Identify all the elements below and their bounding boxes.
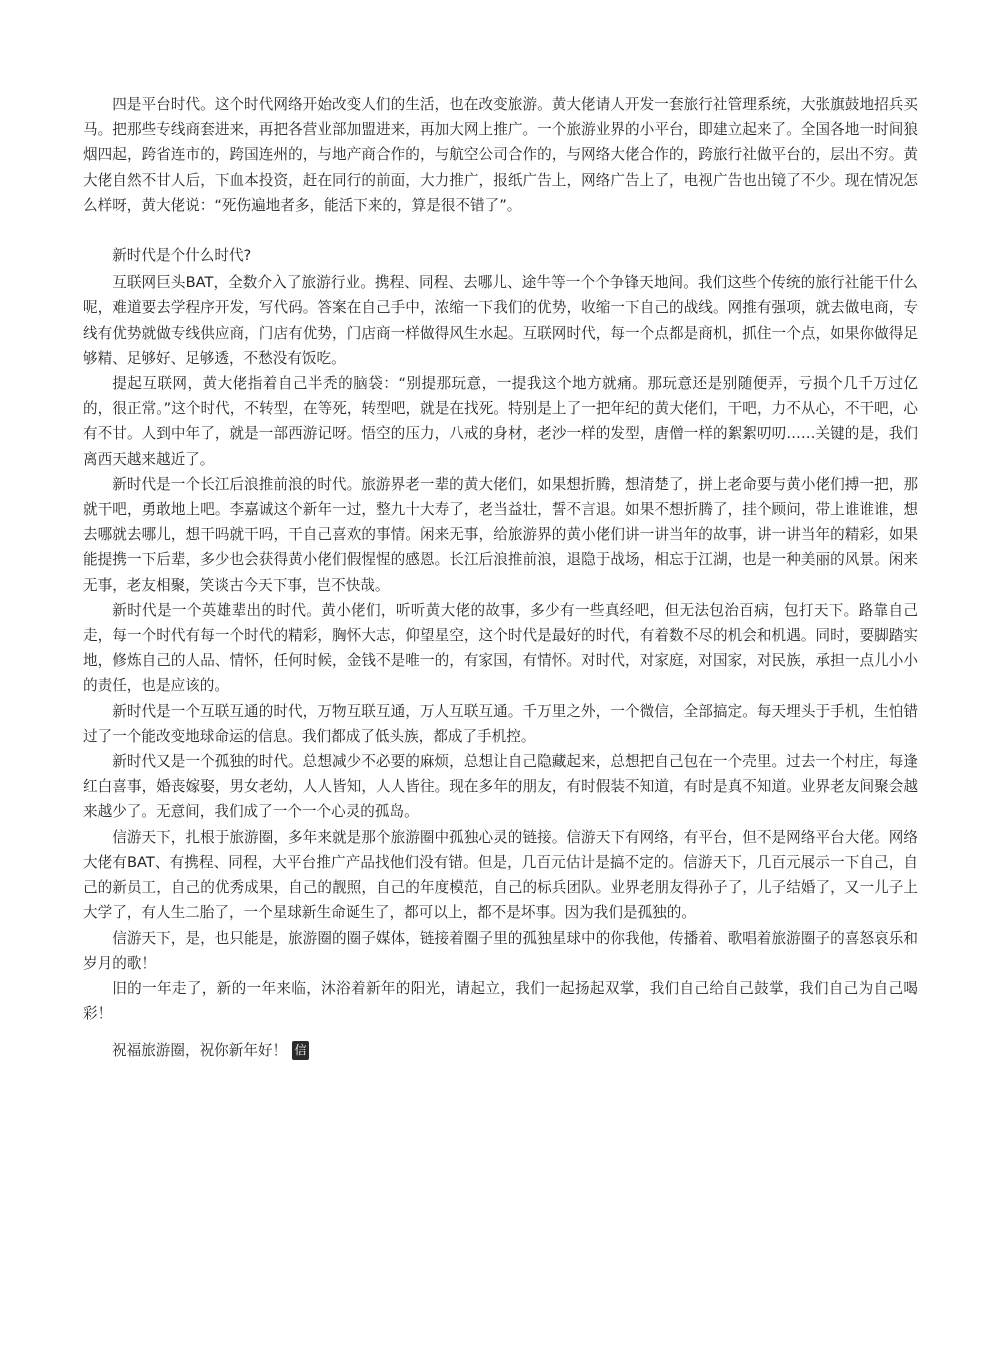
paragraph-platform-era: 四是平台时代。这个时代网络开始改变人们的生活，也在改变旅游。黄大佬请人开发一套旅行社管理系统，大张旗鼓地招兵买马。把那些专线商套进来，再把各营业部加盟进来，再加大网上推广。一个旅游业界的小平台，即建立起来了。全国各地一时间狼烟四起，跨省连市的，跨国连州的，与地产商合作的，与航空公司合作的，与网络大佬合作的，跨旅行社做平台的，层出不穷。黄大佬自然不甘人后，下血本投资，赶在同行的前面，大力推广，报纸广告上，网络广告上了，电视广告也出镜了不少。现在情况怎么样呀，黄大佬说：“死伤遍地者多，能活下来的，算是很不错了”。 xyxy=(83,96,918,214)
paragraph-internet: 提起互联网，黄大佬指着自己半秃的脑袋：“别提那玩意，一提我这个地方就痛。那玩意还是别随便弄，亏损个几千万过亿的，很正常。”这个时代，不转型，在等死，转型吧，就是在找死。特别是上了一把年纪的黄大佬们，干吧，力不从心，不干吧，心有不甘。人到中年了，就是一部西游记呀。悟空的压力，八戒的身材，老沙一样的发型，唐僧一样的絮絮叨叨……关键的是，我们离西天越来越近了。 xyxy=(83,375,918,468)
paragraph-new-year: 旧的一年走了，新的一年来临，沐浴着新年的阳光，请起立，我们一起扬起双掌，我们自己给自己鼓掌，我们自己为自己喝彩！ xyxy=(83,979,918,1023)
paragraph-lonely: 新时代又是一个孤独的时代。总想减少不必要的麻烦，总想让自己隐藏起来，总想把自己包在一个壳里。过去一个村庄，每逢红白喜事，婚丧嫁娶，男女老幼，人人皆知，人人皆往。现在多年的朋友，有时假装不知道，有时是真不知道。业界老友间聚会越来越少了。无意间，我们成了一个一个心灵的孤岛。 xyxy=(83,753,918,821)
paragraph-heroes: 新时代是一个英雄辈出的时代。黄小佬们，听听黄大佬的故事，多少有一些真经吧，但无法包治百病，包打天下。路靠自己走，每一个时代有每一个时代的精彩，胸怀大志，仰望星空，这个时代是最好的时代，有着数不尽的机会和机遇。同时，要脚踏实地，修炼自己的人品、情怀，任何时候，金钱不是唯一的，有家国，有情怀。对时代，对家庭，对国家，对民族，承担一点儿小小的责任，也是应该的。 xyxy=(83,601,918,695)
closing-line xyxy=(83,1038,918,1063)
paragraph-waves: 新时代是一个长江后浪推前浪的时代。旅游界老一辈的黄大佬们，如果想折腾，想清楚了，拼上老命要与黄小佬们搏一把，那就干吧，勇敢地上吧。李嘉诚这个新年一过，整九十大寿了，老当益壮，誓不言退。如果不想折腾了，挂个顾问，带上谁谁谁，想去哪就去哪儿，想干吗就干吗，干自己喜欢的事情。闲来无事，给旅游界的黄小佬们讲一讲当年的故事，讲一讲当年的精彩，如果能提携一下后辈，多少也会获得黄小佬们假惺惺的感恩。长江后浪推前浪，退隐于战场，相忘于江湖，也是一种美丽的风景。闲来无事，老友相聚，笑谈古今天下事，岂不快哉。 xyxy=(83,475,918,594)
paragraph-circle-media: 信游天下，是，也只能是，旅游圈的圈子媒体，链接着圈子里的孤独星球中的你我他，传播着、歌唱着旅游圈子的喜怒哀乐和岁月的歌！ xyxy=(83,929,918,972)
article-body xyxy=(83,92,918,1064)
paragraph-xinyou: 信游天下，扎根于旅游圈，多年来就是那个旅游圈中孤独心灵的链接。信游天下有网络，有平台，但不是网络平台大佬。网络大佬有BAT、有携程、同程，大平台推广产品找他们没有错。但是，几百元估计是搞不定的。信游天下，几百元展示一下自己，自己的新员工，自己的优秀成果，自己的靓照，自己的年度模范，自己的标兵团队。业界老朋友得孙子了，儿子结婚了，又一儿子上大学了，有人生二胎了，一个星球新生命诞生了，都可以上，都不是坏事。因为我们是孤独的。 xyxy=(83,828,918,922)
paragraph-bat: 互联网巨头BAT，全数介入了旅游行业。携程、同程、去哪儿、途牛等一个个争锋天地间。我们这些个传统的旅行社能干什么呢，难道要去学程序开发，写代码。答案在自己手中，浓缩一下我们的优势，收缩一下自己的战线。网推有强项，就去做电商，专线有优势就做专线供应商，门店有优势，门店商一样做得风生水起。互联网时代，每一个点都是商机，抓住一个点，如果你做得足够精、足够好、足够透，不愁没有饭吃。 xyxy=(83,274,918,367)
section-question: 新时代是个什么时代? xyxy=(112,247,252,265)
paragraph-spacer xyxy=(83,218,918,243)
xin-seal-icon: 信 xyxy=(292,1041,309,1060)
paragraph-spacer xyxy=(83,1026,918,1038)
paragraph-interconnect: 新时代是一个互联互通的时代，万物互联互通，万人互联互通。千万里之外，一个微信，全部搞定。每天埋头于手机，生怕错过了一个能改变地球命运的信息。我们都成了低头族，都成了手机控。 xyxy=(83,702,918,745)
closing-text: 祝福旅游圈，祝你新年好！ xyxy=(112,1042,288,1060)
